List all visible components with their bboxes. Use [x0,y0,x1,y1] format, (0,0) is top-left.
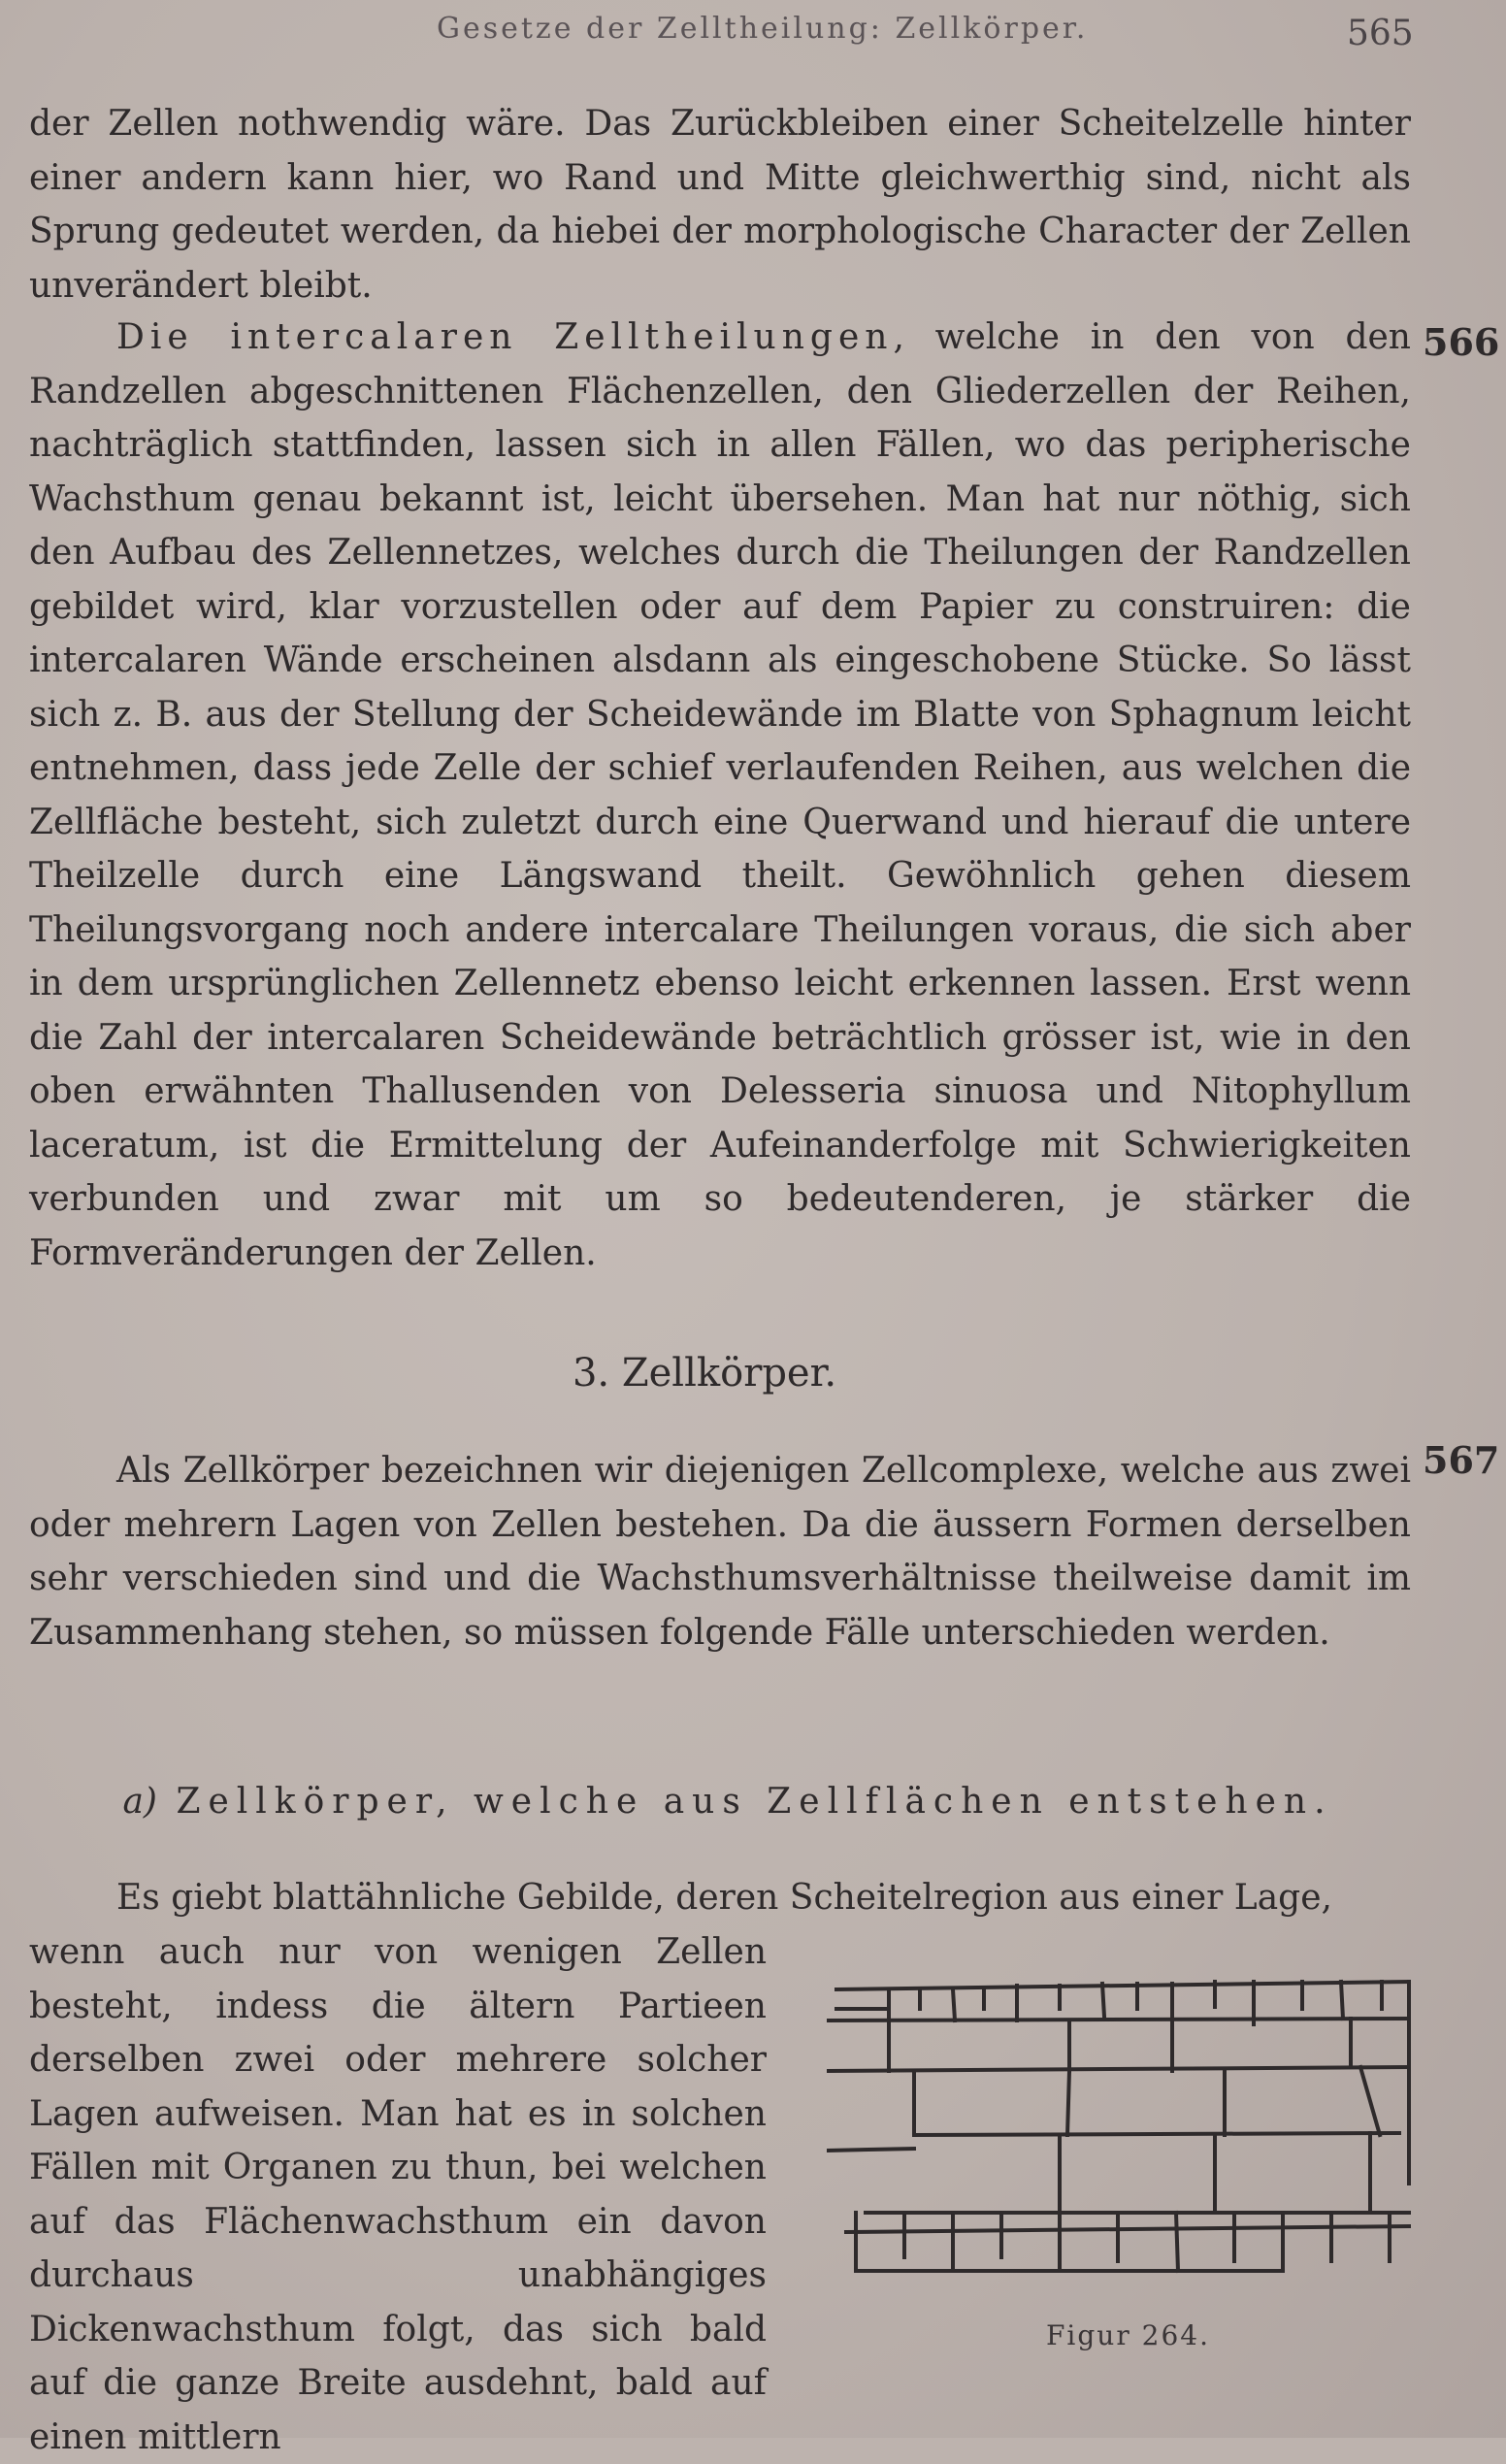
margin-number-566: 566 [1423,320,1500,364]
subsection-title [0,1782,1456,1822]
cell-network-figure [827,1970,1419,2300]
paragraph-3: Als Zellkörper bezeichnen wir diejenigen Zellcomplexe, welche aus zwei oder mehrern Lagen von Zellen bestehen. Da die äussern Formen derselben sehr verschieden sind und die Wachsthumsverhältnisse theilweise damit im Zusammenhang stehen, so müssen folgende Fälle unterschieden werden. [29,1451,1411,1653]
paragraph-1: der Zellen nothwendig wäre. Das Zurückbleiben einer Scheitelzelle hinter einer andern kann hier, wo Rand und Mitte gleichwerthig sind, nicht als Sprung gedeutet werden, da hiebei der morphologische Character der Zellen unverändert bleibt. [29,104,1411,306]
subsection-title-text: Zellkörper, welche aus Zellflächen entstehen. [176,1782,1333,1822]
paragraph-4-first-line: Es giebt blattähnliche Gebilde, deren Scheitelregion aus einer Lage, [116,1878,1332,1918]
paragraph-2 [29,311,1411,1280]
section-title: 3. Zellkörper. [572,1351,837,1396]
paragraph-4: wenn auch nur von wenigen Zellen besteht, indess die ältern Partieen derselben zwei oder mehrere solcher Lagen aufweisen. Man hat es in solchen Fällen mit Organen zu thun, bei welchen auf das Flächenwachsthum ein davon durchaus unabhängiges Dickenwachsthum folgt, das sich bald auf die ganze Breite ausdehnt, bald auf einen mittlern [29,1932,767,2457]
subsection-letter: a) [122,1782,157,1822]
page-number: 565 [1347,14,1414,53]
margin-number-567: 567 [1423,1438,1500,1482]
figure-caption: Figur 264. [1046,2319,1210,2351]
spaced-term: Die intercalaren Zelltheilungen [116,317,894,357]
running-head: Gesetze der Zelltheilung: Zellkörper. [437,12,1089,46]
paragraph-2-text: , welche in den von den Randzellen abgeschnittenen Flächenzellen, den Gliederzellen der Reihen, nachträglich stattfinden, lassen sich in allen Fällen, wo das peripherische Wachsthum genau bekannt ist, leicht übersehen. Man hat nur nöthig, sich den Aufbau des Zellennetzes, welches durch die Theilungen der Randzellen gebildet wird, klar vorzustellen oder auf dem Papier zu construiren: die intercalaren Wände erscheinen alsdann als eingeschobene Stücke. So lässt sich z. B. aus der Stellung der Scheidewände im Blatte von Sphagnum leicht entnehmen, dass jede Zelle der schief verlaufenden Reihen, aus welchen die Zellfläche besteht, sich zuletzt durch eine Querwand und hierauf die untere Theilzelle durch eine Längswand theilt. Gewöhnlich gehen diesem Theilungsvorgang noch andere intercalare Theilungen voraus, die sich aber in dem ursprünglichen Zellennetz ebenso leicht erkennen lassen. Erst wenn die Zahl der intercalaren Scheidewände beträchtlich grösser ist, wie in den oben erwähnten Thallusenden von Delesseria sinuosa und Nitophyllum laceratum, ist die Ermittelung der Aufeinanderfolge mit Schwierigkeiten verbunden und zwar mit um so bedeutenderen, je stärker die Formveränderungen der Zellen. [29,317,1411,1273]
